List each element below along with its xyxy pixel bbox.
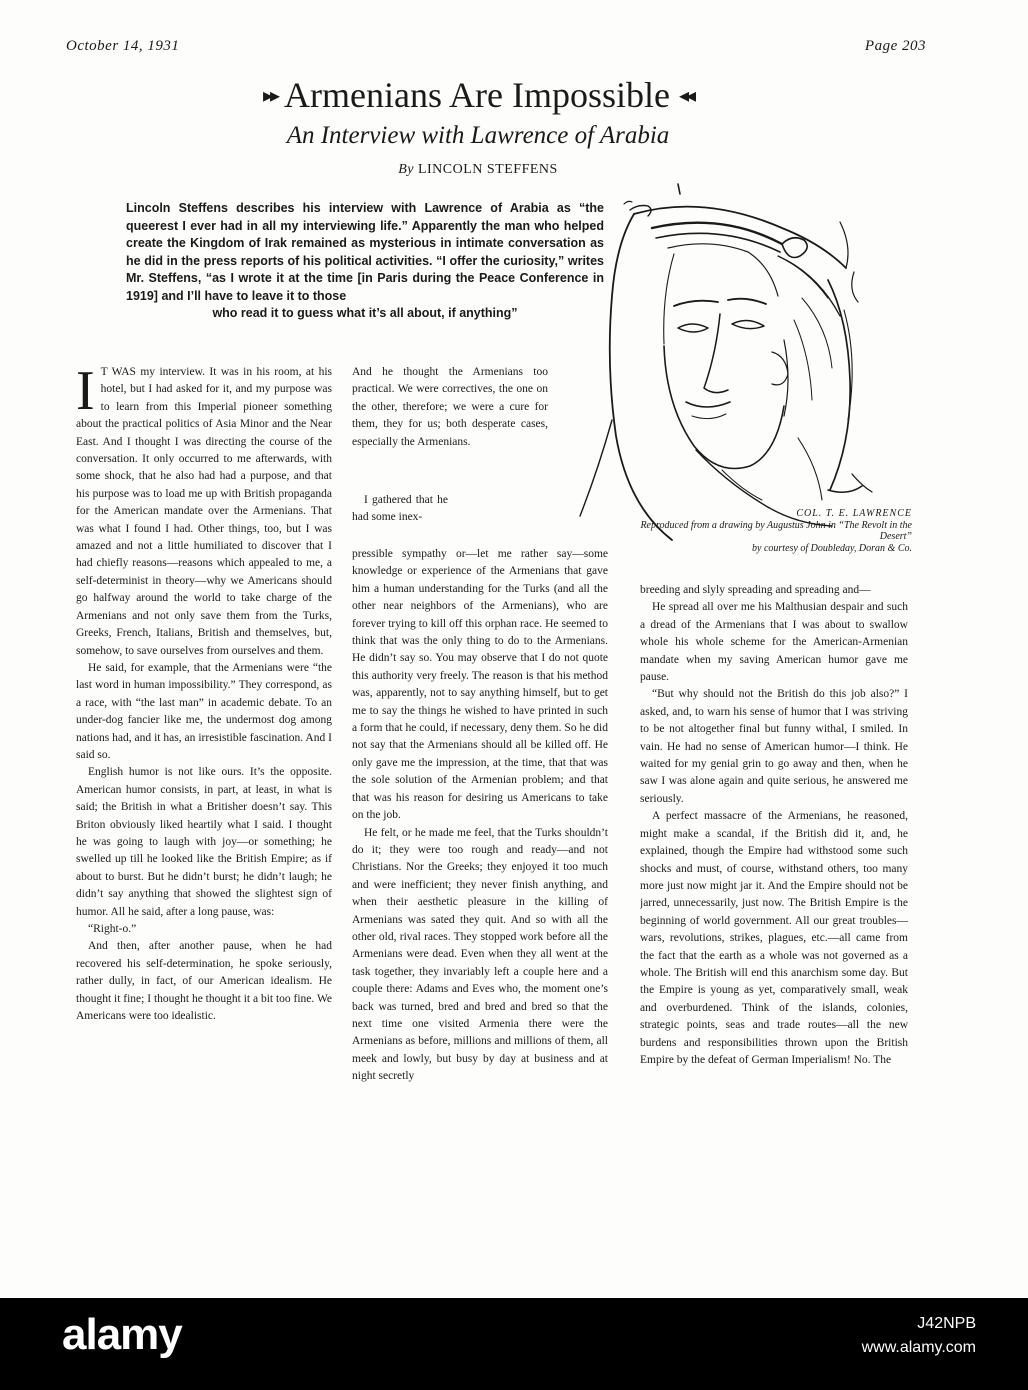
portrait-caption-credit-publisher: by courtesy of Doubleday, Doran & Co. [752, 542, 912, 554]
paragraph: “Right-o.” [88, 923, 137, 935]
brand-logo: alamy [62, 1310, 182, 1359]
intro-blurb [126, 200, 604, 323]
portrait-caption-name: COL. T. E. LAWRENCE [796, 508, 912, 519]
paragraph: pressible sympathy or—let me rather say—some knowledge or experience of the Armenians that gave him a human understanding for the Turks (and all the other near neighbors of the Armenians), who are forever trying to kill off this orphan race. He seemed to think that was the only thing to do to the Armenians. He didn’t say so. You may observe that I do not quote this authority very freely. The reason is that his method was, apparently, not to say anything himself, but to get me to say the things he wished to have printed in such a form that he could, if necessary, deny them. So he did not say that the Armenians should all be killed off. He only gave me the impression, at the time, that that was the sole solution of the Armenian problem; and that that was his reason for desiring us Americans to take on the job. [352, 548, 608, 822]
issue-date: October 14, 1931 [66, 38, 180, 54]
page-number: Page 203 [864, 38, 926, 54]
right-ornament-icon: ◂◂ [678, 85, 694, 107]
paragraph: breeding and slyly spreading and spreading and— [640, 584, 871, 596]
intro-text: Lincoln Steffens describes his interview with Lawrence of Arabia as “the queerest I ever had in all my interviewing life.” Apparently the man who helped create the Kingdom of Irak remained as mysterious in intimate conversation as he did in the press reports of his political activities. “I offer the curiosity,” writes Mr. Steffens, “as I wrote it at the time [in Paris during the Peace Conference in 1919] and I’ll have to leave it to those [126, 201, 604, 303]
article-title-text: Armenians Are Impossible [284, 75, 670, 115]
image-id-block [862, 1312, 976, 1360]
paragraph: I gathered that he had some inex- [352, 494, 448, 524]
site-url: www.alamy.com [861, 1339, 976, 1356]
paragraph: And then, after another pause, when he had recovered his self-determination, he spoke seriously, rather dully, in fact, of our American idealism. He thought it fine; I thought he thought it a bit too fine. We Americans were too idealistic. [76, 940, 332, 1023]
paragraph: He said, for example, that the Armenians were “the last word in human impossibility.” They correspond, as a race, with “the last man” in academic debate. To an under-dog fancier like me, the undermost dog among nations had, and it has, an irresistible fascination. And I said so. [76, 661, 332, 761]
paragraph-text: T WAS my interview. It was in his room, at his hotel, but I had asked for it, and my purpose was to learn from this Imperial pioneer something about the practical politics of Asia Minor and the Near East. And I thought I was directing the course of the conversation. It only occurred to me afterwards, with some shock, that he also had had a purpose, and that his purpose was to load me up with British propaganda for the American mandate over the Armenians. That was what I found I had. Other things, too, but I was amazed and not a little humiliated to discover that I had chiefly reasons—reasons which appealed to me, a self-determinist in theory—why we Americans should go halfway around the world to take charge of the Armenians and not only save them from the Turks, Greeks, French, Italians, British and themselves, but, somehow, to save ourselves from ourselves and them. [76, 366, 332, 657]
paragraph: “But why should not the British do this job also?” I asked, and, to warn his sense of humor that I was striving to be not altogether final but funny withal, I smiled. In vain. He had no sense of American humor—I think. He waited for my genial grin to go away and then, when he saw I was alone again and quite serious, he answered me seriously. [640, 688, 908, 805]
article-column-2-top [352, 364, 548, 492]
article-column-2 [352, 546, 608, 1274]
paragraph: He felt, or he made me feel, that the Turks shouldn’t do it; they were too rough and ready—and not Christians. Nor the Greeks; they enjoyed it too much and were inefficient; they never finish anything, and when their aesthetic pleasure in the killing of Armenians was sated they quit. And so with all the other old, rival races. They stopped work before all the Armenians were dead. Even when they all went at the task together, they invariably left a couple here and a couple there: Adams and Eves who, the moment one’s back was turned, bred and bred and bred so that the next time one visited Armenia there were the Armenians as before, millions and millions of them, all meek and lowly, but busy by day at business and at night secretly [352, 826, 608, 1083]
article-column-1 [76, 364, 332, 1274]
article-title [0, 74, 956, 116]
paragraph: And he thought the Armenians too practical. We were correctives, the one on the other, therefore; we were a cure for them, they for us; both desperate cases, especially the Armenians. [352, 366, 548, 448]
lawrence-portrait-drawing [572, 170, 912, 558]
byline-prefix: By [398, 162, 414, 177]
drop-cap: I [76, 364, 95, 422]
paragraph: A perfect massacre of the Armenians, he reasoned, might make a scandal, if the British did it, and, he explained, though the Empire had withstood some such shocks and must, of course, withstand others, too many more just now might jar it. And the Empire should not be jarred, unnecessarily, just now. The British Empire is the beginning of world government. All our great troubles—wars, revolutions, strikes, plagues, etc.—all came from the fact that the earth as a whole was not governed as a whole. The British will end this anarchism some day. But the Empire is young as yet, comparatively small, weak and overburdened. Think of the islands, colonies, strategic points, seas and trade routes—all the new burdens and responsibilities thrown upon the British Empire by the defeat of German Imperialism! No. The [640, 810, 908, 1066]
portrait-caption-credit: Reproduced from a drawing by Augustus John in “The Revolt in the Desert” [640, 519, 912, 542]
article-column-2-narrow [352, 492, 448, 546]
article-subtitle: An Interview with Lawrence of Arabia [286, 122, 670, 149]
image-id: J42NPB [917, 1315, 976, 1332]
portrait-caption [612, 508, 912, 554]
paragraph: He spread all over me his Malthusian despair and such a dread of the Armenians that I was about to swallow whole his whole scheme for the American-Armenian mandate when my saving American humor gave me pause. [640, 601, 908, 684]
byline-author: LINCOLN STEFFENS [417, 162, 558, 177]
paragraph [76, 364, 332, 660]
left-ornament-icon: ▸▸ [262, 85, 278, 107]
article-column-3 [640, 582, 908, 1274]
intro-last-line: who read it to guess what it’s all about, if anything” [212, 306, 518, 320]
paragraph: English humor is not like ours. It’s the opposite. American humor consists, in part, at least, in what is said; the British in what a Britisher doesn’t say. This Briton obviously liked heartily what I said. I thought he was going to laugh with joy—or something; he swelled up till he looked like the British Empire; as if about to burst. But he didn’t burst; he didn’t laugh; he didn’t say anything that showed the slightest sign of humor. All he said, after a long pause, was: [76, 766, 332, 918]
